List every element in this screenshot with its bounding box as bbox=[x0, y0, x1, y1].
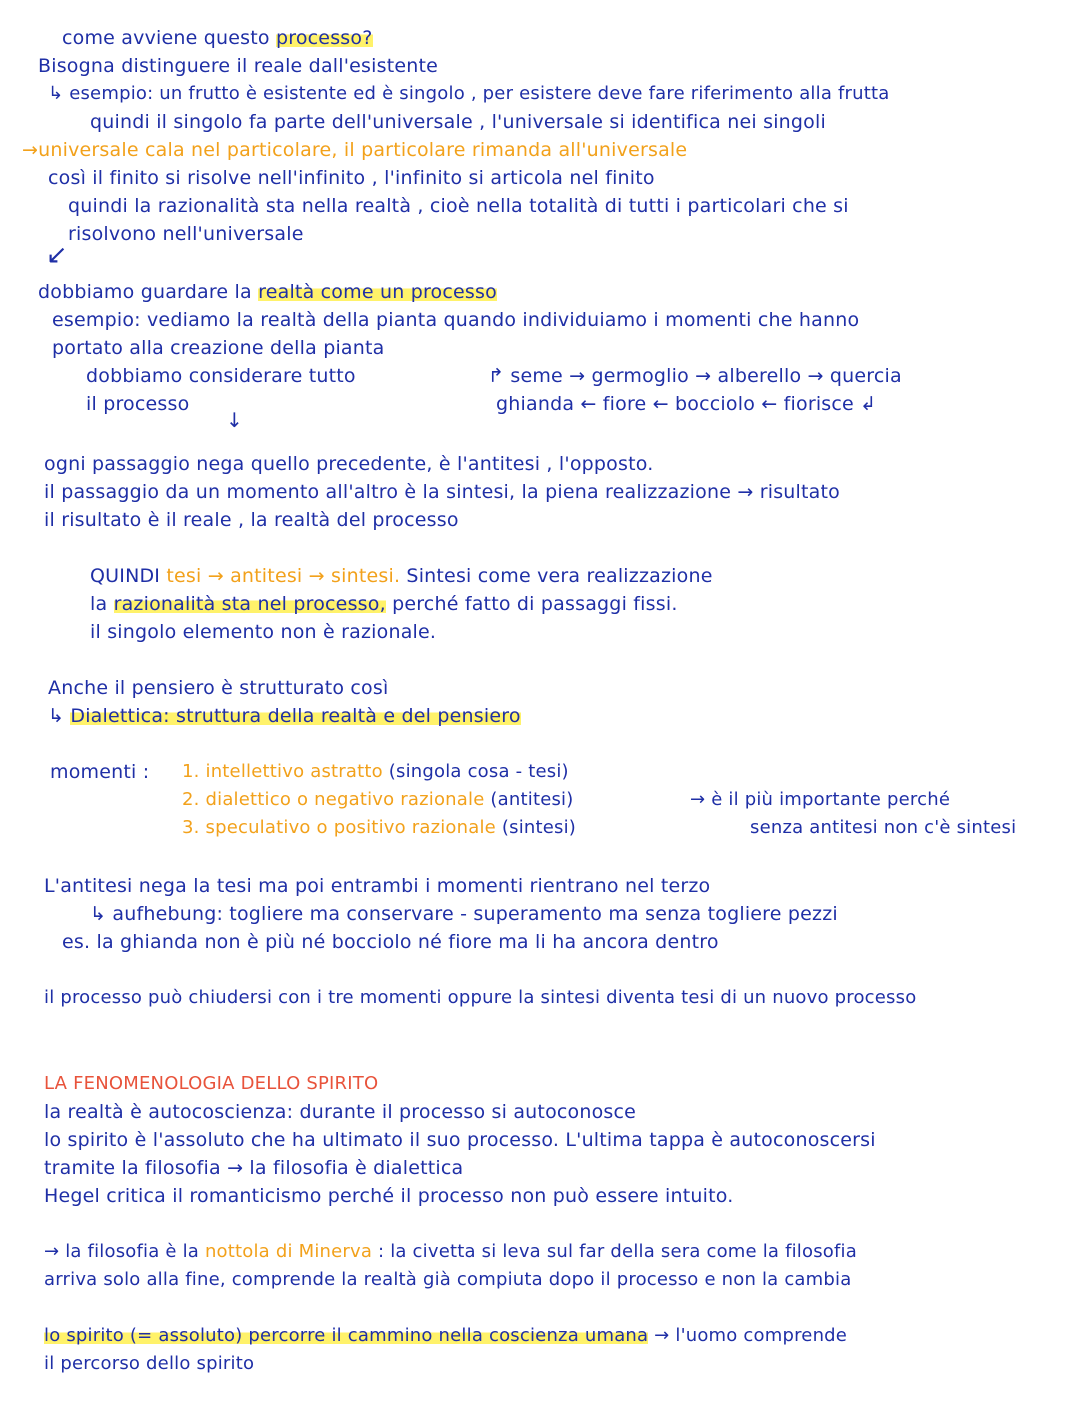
line-passage-synthesis: il passaggio da un momento all'altro è la sintesi, la piena realizzazione → risultato bbox=[44, 481, 840, 503]
line-the-process: il processo bbox=[86, 393, 190, 415]
line-moments-label: momenti : bbox=[50, 761, 150, 783]
line-singular-universal: quindi il singolo fa parte dell'universale , l'universale si identifica nei singoli bbox=[90, 111, 826, 133]
line-rationality-reality: quindi la razionalità sta nella realtà , cioè nella totalità di tutti i particolari che si bbox=[68, 195, 849, 217]
line-aufhebung: ↳ aufhebung: togliere ma conservare - superamento ma senza togliere pezzi bbox=[90, 903, 838, 925]
line-single-element: il singolo elemento non è razionale. bbox=[90, 621, 437, 643]
line-finite-infinite: così il finito si risolve nell'infinito , l'infinito si articola nel finito bbox=[48, 167, 655, 189]
line-rationality-process: la razionalità sta nel processo, perché fatto di passaggi fissi. bbox=[90, 593, 678, 615]
line-each-passage: ogni passaggio nega quello precedente, è l'antitesi , l'opposto. bbox=[44, 453, 654, 475]
line-thesis-antithesis: QUINDI tesi → antitesi → sintesi. Sintesi come vera realizzazione bbox=[90, 565, 713, 587]
line-arrives-end: arriva solo alla fine, comprende la realtà già compiuta dopo il processo e non la cambia bbox=[44, 1269, 852, 1290]
line-universal-particular: →universale cala nel particolare, il particolare rimanda all'universale bbox=[22, 139, 688, 161]
line-example-plant: esempio: vediamo la realtà della pianta quando individuiamo i momenti che hanno bbox=[52, 309, 860, 331]
line-antithesis-negates: L'antitesi nega la tesi ma poi entrambi i momenti rientrano nel terzo bbox=[44, 875, 711, 897]
line-thought-structure: Anche il pensiero è strutturato così bbox=[48, 677, 389, 699]
line-cycle-top: ↱ seme → germoglio → alberello → quercia bbox=[488, 365, 902, 387]
line-spirit-absolute: lo spirito è l'assoluto che ha ultimato il suo processo. L'ultima tappa è autoconoscersi bbox=[44, 1129, 876, 1151]
section-title: LA FENOMENOLOGIA DELLO SPIRITO bbox=[44, 1073, 379, 1094]
line-spirit-course: il percorso dello spirito bbox=[44, 1353, 255, 1374]
line-most-important: → è il più importante perché bbox=[690, 789, 951, 810]
line-resolve-universal: risolvono nell'universale bbox=[68, 223, 304, 245]
line-plant-creation: portato alla creazione della pianta bbox=[52, 337, 385, 359]
line-consider-all: dobbiamo considerare tutto bbox=[86, 365, 356, 387]
line-question: come avviene questo processo? bbox=[62, 27, 373, 49]
brace-arrow: ↙ bbox=[46, 240, 68, 270]
line-reality-process: dobbiamo guardare la realtà come un processo bbox=[38, 281, 497, 303]
down-arrow: ↓ bbox=[226, 408, 243, 432]
line-acorn-example: es. la ghianda non è più né bocciolo né fiore ma li ha ancora dentro bbox=[62, 931, 719, 953]
line-result-real: il risultato è il reale , la realtà del processo bbox=[44, 509, 459, 531]
line-moment-3: 3. speculativo o positivo razionale (sintesi) bbox=[182, 817, 577, 838]
line-philosophy-dialectic: tramite la filosofia → la filosofia è dialettica bbox=[44, 1157, 464, 1179]
line-owl-minerva: → la filosofia è la nottola di Minerva : la civetta si leva sul far della sera come la filosofia bbox=[44, 1241, 857, 1262]
line-no-synthesis: senza antitesi non c'è sintesi bbox=[750, 817, 1017, 838]
line-moment-2: 2. dialettico o negativo razionale (antitesi) bbox=[182, 789, 574, 810]
line-moment-1: 1. intellettivo astratto (singola cosa - tesi) bbox=[182, 761, 569, 782]
line-distinguish: Bisogna distinguere il reale dall'esistente bbox=[38, 55, 439, 77]
line-process-close: il processo può chiudersi con i tre momenti oppure la sintesi diventa tesi di un nuovo processo bbox=[44, 987, 917, 1008]
line-self-consciousness: la realtà è autocoscienza: durante il processo si autoconosce bbox=[44, 1101, 637, 1123]
line-cycle-bottom: ghianda ← fiore ← bocciolo ← fiorisce ↲ bbox=[496, 393, 877, 415]
line-hegel-romanticism: Hegel critica il romanticismo perché il processo non può essere intuito. bbox=[44, 1185, 734, 1207]
line-example-fruit: ↳ esempio: un frutto è esistente ed è singolo , per esistere deve fare riferimento alla frutta bbox=[48, 83, 890, 104]
line-spirit-path: lo spirito (= assoluto) percorre il cammino nella coscienza umana → l'uomo comprende bbox=[44, 1325, 848, 1346]
line-dialectic: ↳ Dialettica: struttura della realtà e del pensiero bbox=[48, 705, 521, 727]
